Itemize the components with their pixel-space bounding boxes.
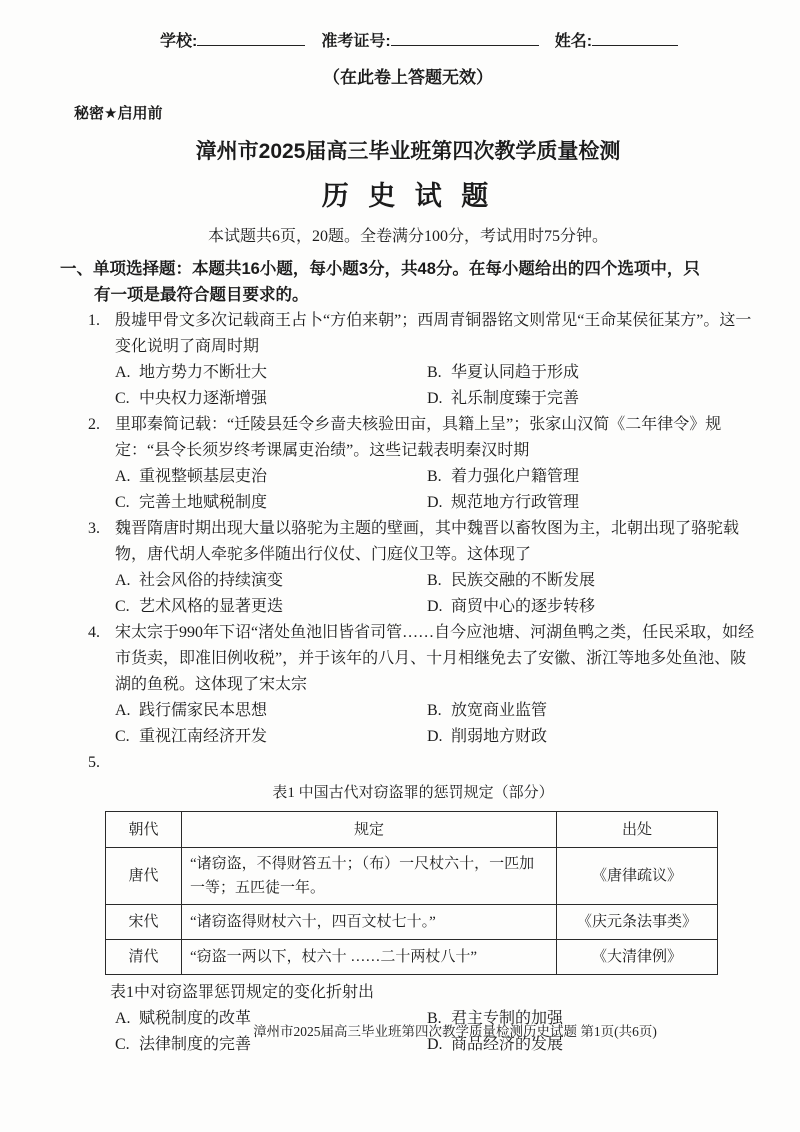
question-1 xyxy=(60,308,756,412)
invalid-notice: （在此卷上答题无效） xyxy=(323,68,493,87)
question-1-number: 1. xyxy=(88,312,100,329)
table-header-row xyxy=(106,812,718,848)
question-4-option-d xyxy=(427,724,756,750)
option-text: 华夏认同趋于形成 xyxy=(451,364,580,381)
option-text: 规范地方行政管理 xyxy=(451,494,580,511)
question-3-option-d xyxy=(427,594,756,620)
option-text: 放宽商业监管 xyxy=(451,702,548,719)
question-5 xyxy=(60,750,756,1058)
option-label: D. xyxy=(427,1036,443,1053)
punishment-table-body xyxy=(106,848,718,975)
ticket-field xyxy=(321,28,538,51)
section-heading-line1: 一、单项选择题：本题共16小题，每小题3分，共48分。在每小题给出的四个选项中，只 xyxy=(60,260,700,278)
option-label: C. xyxy=(115,598,130,615)
question-2-options xyxy=(60,464,756,516)
name-label: 姓名: xyxy=(554,33,593,50)
option-text: 艺术风格的显著更迭 xyxy=(139,598,284,615)
table-cell-dynasty: 宋代 xyxy=(106,905,182,940)
secrecy-label: 秘密★启用前 xyxy=(74,105,163,122)
option-label: B. xyxy=(427,364,442,381)
table-cell-dynasty: 唐代 xyxy=(106,848,182,905)
question-5-number: 5. xyxy=(88,754,100,771)
question-1-option-a xyxy=(115,360,427,386)
student-info-row xyxy=(160,28,756,51)
question-1-text: 殷墟甲骨文多次记载商王占卜“方伯来朝”；西周青铜器铭文则常见“王命某侯征某方”。这一变化说明了商周时期 xyxy=(115,312,752,355)
school-label: 学校: xyxy=(160,33,198,50)
question-4-number: 4. xyxy=(88,624,100,641)
question-list xyxy=(60,308,756,1058)
section-heading-line2: 有一项是最符合题目要求的。 xyxy=(94,286,309,304)
option-text: 中央权力逐渐增强 xyxy=(139,390,268,407)
option-label: A. xyxy=(115,364,131,381)
option-text: 地方势力不断壮大 xyxy=(139,364,268,381)
question-1-options xyxy=(60,360,756,412)
option-label: C. xyxy=(115,728,130,745)
option-text: 法律制度的完善 xyxy=(139,1036,252,1053)
option-label: A. xyxy=(115,468,131,485)
table-cell-source: 《大清律例》 xyxy=(557,940,718,975)
table-cell-rule: “诸窃盗得财杖六十，四百文杖七十。” xyxy=(182,905,557,940)
page-footer: 漳州市2025届高三毕业班第四次教学质量检测历史试题 第1页(共6页) xyxy=(253,1024,657,1039)
ticket-label: 准考证号: xyxy=(321,33,391,50)
option-label: D. xyxy=(427,598,443,615)
question-4-options xyxy=(60,698,756,750)
option-label: B. xyxy=(427,468,442,485)
ticket-blank-line xyxy=(391,29,539,46)
option-text: 践行儒家民本思想 xyxy=(139,702,268,719)
question-1-stem xyxy=(60,308,756,360)
question-4-stem xyxy=(60,620,756,698)
table-cell-source: 《庆元条法事类》 xyxy=(557,905,718,940)
punishment-table xyxy=(105,811,718,975)
option-label: D. xyxy=(427,494,443,511)
option-label: A. xyxy=(115,702,131,719)
question-3-stem xyxy=(60,516,756,568)
table-cell-source: 《唐律疏议》 xyxy=(557,848,718,905)
option-label: B. xyxy=(427,702,442,719)
question-4-text: 宋太宗于990年下诏“渚处鱼池旧皆省司管……自今应池塘、河湖鱼鸭之类，任民采取，如经市货卖，即准旧例收税”，并于该年的八月、十月相继免去了安徽、浙江等地多处鱼池、陂湖的鱼税。这体现了宋太宗 xyxy=(115,624,755,693)
table-row xyxy=(106,940,718,975)
question-2-stem xyxy=(60,412,756,464)
option-text: 完善土地赋税制度 xyxy=(139,494,268,511)
option-text: 重视江南经济开发 xyxy=(139,728,268,745)
option-text: 礼乐制度臻于完善 xyxy=(451,390,580,407)
school-blank-line xyxy=(197,29,305,46)
option-label: A. xyxy=(115,1010,131,1027)
punishment-table-header xyxy=(106,812,718,848)
name-field xyxy=(555,28,678,51)
option-label: B. xyxy=(427,572,442,589)
option-text: 削弱地方财政 xyxy=(451,728,548,745)
question-4-option-c xyxy=(115,724,427,750)
question-1-option-c xyxy=(115,386,427,412)
option-text: 君主专制的加强 xyxy=(451,1010,564,1027)
option-label: C. xyxy=(115,390,130,407)
option-label: B. xyxy=(427,1010,442,1027)
option-label: A. xyxy=(115,572,131,589)
table-caption: 表1 中国古代对窃盗罪的惩罚规定（部分） xyxy=(272,785,554,801)
table-cell-dynasty: 清代 xyxy=(106,940,182,975)
question-2-text: 里耶秦简记载：“迁陵县廷令乡啬夫核验田亩，具籍上呈”；张家山汉简《二年律令》规定：“县令长须岁终考课属吏治绩”。这些记载表明秦汉时期 xyxy=(115,416,722,459)
table-header-dynasty: 朝代 xyxy=(106,812,182,848)
question-2-option-a xyxy=(115,464,427,490)
subject-title: 历 史 试 题 xyxy=(321,181,495,211)
question-2-option-c xyxy=(115,490,427,516)
question-2-number: 2. xyxy=(88,416,100,433)
option-label: C. xyxy=(115,1036,130,1053)
question-3-text: 魏晋隋唐时期出现大量以骆驼为主题的壁画，其中魏晋以畜牧图为主，北朝出现了骆驼载物，唐代胡人牵驼多伴随出行仪仗、门庭仪卫等。这体现了 xyxy=(115,520,740,563)
question-3-number: 3. xyxy=(88,520,100,537)
question-5-text: 表1中对窃盗罪惩罚规定的变化折射出 xyxy=(110,984,375,1001)
question-3-option-a xyxy=(115,568,427,594)
table-row xyxy=(106,905,718,940)
question-3-option-c xyxy=(115,594,427,620)
table-header-rule: 规定 xyxy=(182,812,557,848)
question-1-option-b xyxy=(427,360,756,386)
section-heading xyxy=(60,256,756,308)
question-2 xyxy=(60,412,756,516)
question-3 xyxy=(60,516,756,620)
option-text: 社会风俗的持续演变 xyxy=(139,572,284,589)
option-label: D. xyxy=(427,390,443,407)
paper-info: 本试题共6页，20题。全卷满分100分，考试用时75分钟。 xyxy=(207,228,608,245)
question-1-option-d xyxy=(427,386,756,412)
school-field xyxy=(160,28,305,51)
table-cell-rule: “诸窃盗，不得财笞五十；（布）一尺杖六十，一匹加一等；五匹徒一年。 xyxy=(182,848,557,905)
name-blank-line xyxy=(592,29,678,46)
question-2-option-b xyxy=(427,464,756,490)
question-2-option-d xyxy=(427,490,756,516)
question-3-option-b xyxy=(427,568,756,594)
table-cell-rule: “窃盗一两以下，杖六十 ……二十两杖八十” xyxy=(182,940,557,975)
option-text: 民族交融的不断发展 xyxy=(451,572,596,589)
question-3-options xyxy=(60,568,756,620)
option-text: 重视整顿基层吏治 xyxy=(139,468,268,485)
question-5-stem xyxy=(60,750,756,776)
option-text: 商贸中心的逐步转移 xyxy=(451,598,596,615)
option-text: 商品经济的发展 xyxy=(451,1036,564,1053)
option-label: D. xyxy=(427,728,443,745)
table-row xyxy=(106,848,718,905)
question-4-option-a xyxy=(115,698,427,724)
exam-title: 漳州市2025届高三毕业班第四次教学质量检测 xyxy=(195,140,621,163)
option-text: 着力强化户籍管理 xyxy=(451,468,580,485)
option-label: C. xyxy=(115,494,130,511)
question-4-option-b xyxy=(427,698,756,724)
option-text: 赋税制度的改革 xyxy=(139,1010,252,1027)
table-header-source: 出处 xyxy=(557,812,718,848)
question-4 xyxy=(60,620,756,750)
